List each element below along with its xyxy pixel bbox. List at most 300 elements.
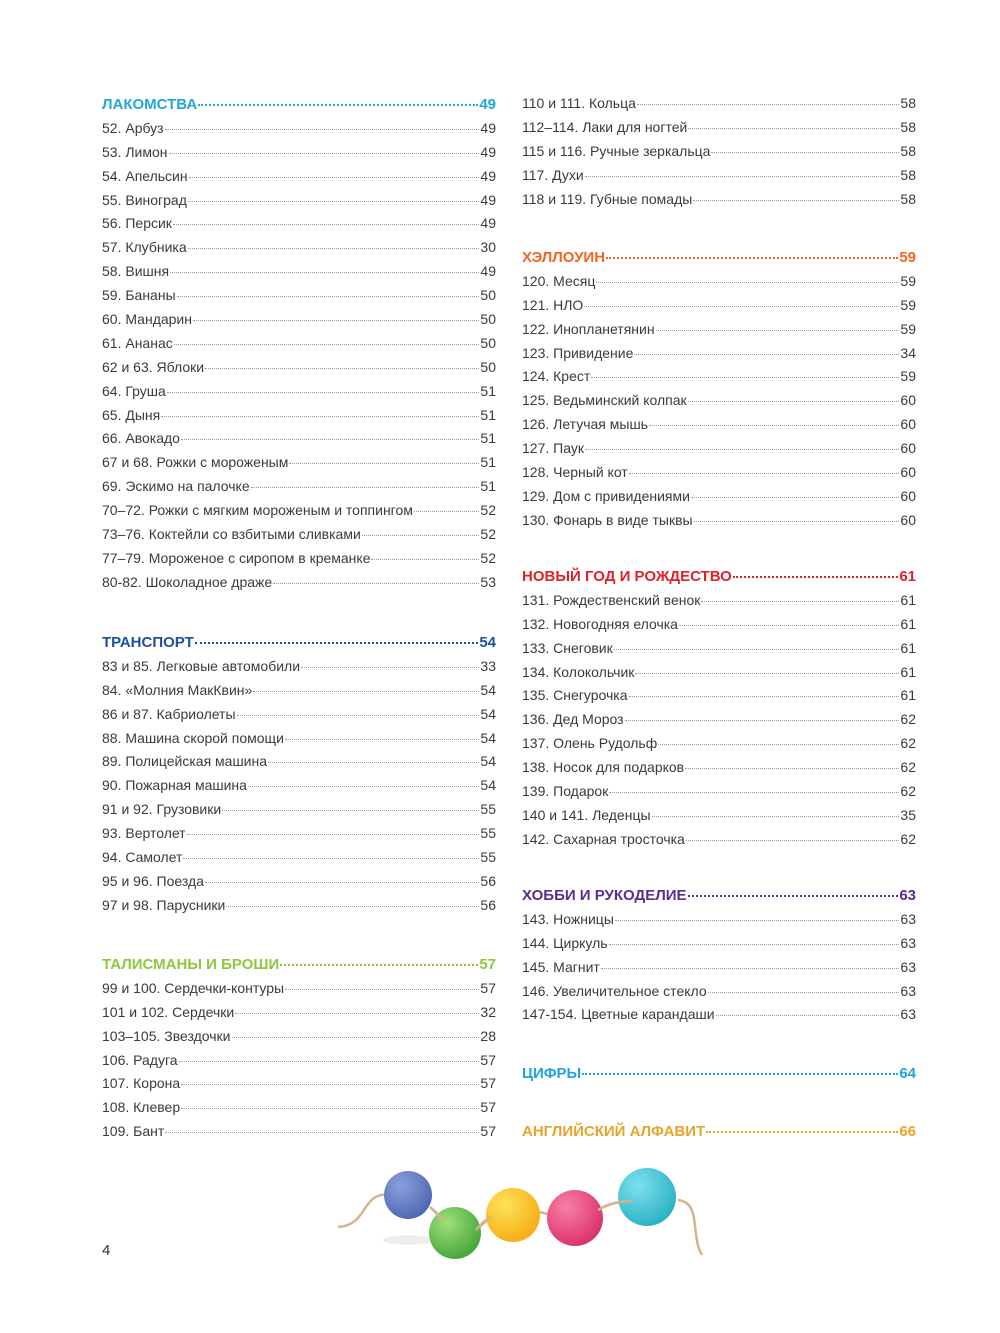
section-newyear [522, 565, 916, 852]
toc-entry [102, 499, 496, 523]
toc-entry-title: 128. Черный кот [522, 464, 628, 481]
toc-entry [102, 189, 496, 213]
section-heading-page: 54 [479, 634, 496, 651]
toc-entry-page: 53 [480, 573, 496, 590]
dot-leader [189, 177, 480, 178]
dot-leader [652, 816, 900, 817]
toc-entry-title: 103–105. Звездочки [102, 1027, 231, 1044]
section-heading [102, 631, 496, 655]
dot-leader [585, 176, 900, 177]
toc-entry-title: 53. Лимон [102, 143, 168, 160]
toc-entry-page: 54 [480, 705, 496, 722]
dot-leader [177, 296, 480, 297]
dot-leader [289, 463, 479, 464]
toc-entry-title: 89. Полицейская машина [102, 753, 268, 770]
toc-entry-page: 32 [480, 1003, 496, 1020]
dot-leader [708, 992, 900, 993]
toc-entry-title: 125. Ведьминский колпак [522, 392, 687, 409]
dot-leader [688, 128, 899, 129]
toc-entry [102, 655, 496, 679]
dot-leader [634, 354, 899, 355]
toc-entry-page: 49 [480, 263, 496, 280]
dot-leader [181, 439, 479, 440]
toc-entry-title: 66. Авокадо [102, 430, 180, 447]
toc-entry-title: 123. Привидение [522, 344, 634, 361]
toc-entry-title: 101 и 102. Сердечки [102, 1003, 235, 1020]
toc-entry-title: 112–114. Лаки для ногтей [522, 118, 688, 135]
section-heading-page: 49 [479, 96, 496, 113]
toc-entry-page: 57 [480, 1075, 496, 1092]
toc-entry-title: 90. Пожарная машина [102, 777, 247, 794]
dot-leader [609, 792, 899, 793]
section-heading-page: 64 [899, 1065, 916, 1082]
toc-entry [522, 509, 916, 533]
toc-entry-title: 120. Месяц [522, 272, 596, 289]
toc-entry-title: 54. Апельсин [102, 167, 188, 184]
toc-entry-page: 61 [900, 639, 916, 656]
toc-entry-title: 91 и 92. Грузовики [102, 801, 222, 818]
dot-leader [658, 744, 899, 745]
section-english [522, 1120, 916, 1144]
toc-entry-page: 63 [900, 982, 916, 999]
toc-entry-page: 55 [480, 825, 496, 842]
toc-entry-page: 60 [900, 511, 916, 528]
toc-entry-page: 55 [480, 849, 496, 866]
section-heading-title: ТРАНСПОРТ [102, 634, 194, 651]
dot-leader [165, 129, 480, 130]
toc-entry-title: 70–72. Рожки с мягким мороженым и топпингом [102, 502, 413, 519]
dot-leader [301, 667, 479, 668]
toc-entry [102, 212, 496, 236]
dot-leader [232, 1037, 480, 1038]
toc-entry [102, 141, 496, 165]
toc-entry-page: 54 [480, 729, 496, 746]
dot-leader [362, 535, 480, 536]
dot-leader [716, 1015, 900, 1016]
toc-entry-title: 130. Фонарь в виде тыквы [522, 511, 693, 528]
toc-entry-title: 131. Рождественский венок [522, 591, 701, 608]
toc-entry-page: 62 [900, 735, 916, 752]
toc-entry [102, 332, 496, 356]
toc-entry-page: 61 [900, 687, 916, 704]
dot-leader [371, 559, 479, 560]
dot-leader [195, 642, 479, 644]
toc-entry-title: 117. Духи [522, 166, 584, 183]
toc-entry [522, 956, 916, 980]
dot-leader [591, 377, 899, 378]
section-heading [522, 1062, 916, 1086]
dot-leader [174, 344, 480, 345]
toc-entry-title: 95 и 96. Поезда [102, 872, 204, 889]
toc-entry [102, 1120, 496, 1144]
toc-entry [102, 356, 496, 380]
dot-leader [614, 649, 900, 650]
toc-entry-page: 51 [480, 454, 496, 471]
toc-entry-page: 59 [900, 320, 916, 337]
dot-leader [629, 696, 900, 697]
dot-leader [198, 104, 478, 106]
dot-leader [679, 625, 899, 626]
toc-entry [522, 804, 916, 828]
section-heading [102, 953, 496, 977]
toc-entry-title: 99 и 100. Сердечки-контуры [102, 979, 285, 996]
toc-entry [102, 571, 496, 595]
toc-entry-title: 55. Виноград [102, 191, 187, 208]
toc-entry-title: 126. Летучая мышь [522, 416, 648, 433]
toc-entry [102, 1072, 496, 1096]
section-heading [522, 565, 916, 589]
toc-entry-page: 63 [900, 1006, 916, 1023]
toc-entry-title: 93. Вертолет [102, 825, 186, 842]
dot-leader [235, 1013, 479, 1014]
toc-entry [102, 236, 496, 260]
toc-entry-title: 64. Груша [102, 382, 166, 399]
toc-entry [102, 1096, 496, 1120]
toc-entry [102, 380, 496, 404]
toc-entry-page: 34 [900, 344, 916, 361]
toc-entry-page: 35 [900, 806, 916, 823]
toc-entry-title: 127. Паук [522, 440, 584, 457]
toc-entry [522, 708, 916, 732]
toc-entry-title: 108. Клевер [102, 1099, 181, 1116]
toc-entry-title: 69. Эскимо на палочке [102, 478, 250, 495]
toc-entry-page: 62 [900, 783, 916, 800]
section-heading-title: ЛАКОМСТВА [102, 96, 198, 113]
dot-leader [582, 1073, 898, 1075]
dot-leader [656, 330, 900, 331]
dot-leader [686, 840, 900, 841]
dot-leader [179, 1061, 480, 1062]
section-heading-title: ХОББИ И РУКОДЕЛИЕ [522, 887, 687, 904]
section-digits [522, 1062, 916, 1086]
toc-entry [102, 894, 496, 918]
toc-entry [102, 977, 496, 1001]
toc-entry-title: 109. Бант [102, 1123, 165, 1140]
section-heading [522, 1120, 916, 1144]
section-heading-title: АНГЛИЙСКИЙ АЛФАВИТ [522, 1123, 706, 1140]
toc-entry [102, 117, 496, 141]
dot-leader [226, 906, 479, 907]
dot-leader [170, 272, 479, 273]
toc-entry [522, 589, 916, 613]
toc-entry [102, 846, 496, 870]
cyan-bead [618, 1168, 676, 1226]
dot-leader [193, 320, 479, 321]
section-heading [102, 93, 496, 117]
toc-entry-title: 136. Дед Мороз [522, 711, 624, 728]
toc-entry [102, 1001, 496, 1025]
toc-entry [102, 727, 496, 751]
dot-leader [181, 1108, 479, 1109]
toc-entry-page: 60 [900, 392, 916, 409]
dot-leader [701, 601, 899, 602]
toc-entry [522, 413, 916, 437]
section-sweets [102, 93, 496, 595]
dot-leader [629, 473, 900, 474]
toc-entry-title: 58. Вишня [102, 263, 170, 280]
toc-entry-page: 63 [900, 958, 916, 975]
toc-entry-page: 58 [900, 142, 916, 159]
toc-entry-page: 50 [480, 287, 496, 304]
toc-entry [522, 756, 916, 780]
toc-entry-title: 140 и 141. Леденцы [522, 806, 651, 823]
toc-entry [102, 308, 496, 332]
toc-entry-title: 106. Радуга [102, 1051, 178, 1068]
toc-entry-title: 121. НЛО [522, 296, 584, 313]
section-heading-title: ТАЛИСМАНЫ И БРОШИ [102, 956, 280, 973]
toc-entry [522, 342, 916, 366]
toc-entry [102, 523, 496, 547]
toc-entry-title: 110 и 111. Кольца [522, 95, 636, 111]
toc-entry [102, 475, 496, 499]
toc-entry-page: 55 [480, 801, 496, 818]
section-heading-page: 66 [899, 1123, 916, 1140]
toc-entry [102, 1049, 496, 1073]
toc-entry [102, 404, 496, 428]
section-heading-page: 59 [899, 249, 916, 266]
dot-leader [251, 487, 480, 488]
toc-entry [522, 116, 916, 140]
toc-entry [522, 908, 916, 932]
toc-entry-page: 57 [480, 1051, 496, 1068]
toc-entry-page: 51 [480, 382, 496, 399]
toc-entry-title: 129. Дом с привидениями [522, 487, 690, 504]
toc-entry-title: 97 и 98. Парусники [102, 896, 226, 913]
toc-entry [102, 451, 496, 475]
toc-entry-page: 51 [480, 478, 496, 495]
dot-leader [188, 248, 480, 249]
section-hobby [522, 884, 916, 1027]
section-heading [522, 884, 916, 908]
dot-leader [691, 497, 899, 498]
dot-leader [183, 858, 479, 859]
dot-leader [733, 576, 898, 578]
dot-leader [685, 768, 899, 769]
section-heading [522, 246, 916, 270]
pink-bead [547, 1190, 603, 1246]
section-heading-page: 57 [479, 956, 496, 973]
toc-entry [522, 188, 916, 212]
dot-leader [161, 416, 479, 417]
section-heading-page: 63 [899, 887, 916, 904]
dot-leader [280, 964, 478, 966]
dot-leader [268, 762, 479, 763]
dot-leader [165, 1132, 479, 1133]
toc-entry-page: 60 [900, 416, 916, 433]
toc-entry-title: 86 и 87. Кабриолеты [102, 705, 236, 722]
toc-entry-title: 145. Магнит [522, 958, 600, 975]
toc-entry [102, 165, 496, 189]
dot-leader [711, 152, 899, 153]
toc-entry-title: 134. Колокольчик [522, 663, 635, 680]
page-number: 4 [102, 1242, 111, 1259]
toc-entry-page: 50 [480, 311, 496, 328]
toc-entry [102, 1025, 496, 1049]
toc-entry [522, 780, 916, 804]
toc-entry-page: 52 [480, 549, 496, 566]
section-talismans-continued [522, 92, 916, 211]
toc-entry-page: 54 [480, 753, 496, 770]
dot-leader [606, 257, 898, 259]
dot-leader [414, 511, 480, 512]
toc-entry-title: 88. Машина скорой помощи [102, 729, 284, 746]
toc-entry-page: 56 [480, 872, 496, 889]
toc-entry-page: 63 [900, 910, 916, 927]
dot-leader [253, 691, 479, 692]
toc-entry-title: 143. Ножницы [522, 910, 614, 927]
section-transport [102, 631, 496, 918]
toc-entry-page: 59 [900, 296, 916, 313]
toc-entry-page: 60 [900, 440, 916, 457]
toc-entry [102, 284, 496, 308]
dot-leader [615, 920, 900, 921]
toc-entry-page: 49 [480, 191, 496, 208]
dot-leader [167, 392, 480, 393]
toc-entry [102, 798, 496, 822]
toc-entry-page: 60 [900, 464, 916, 481]
toc-entry [522, 437, 916, 461]
toc-entry-page: 62 [900, 830, 916, 847]
blue-bead [384, 1171, 432, 1219]
toc-entry [522, 92, 916, 116]
dot-leader [181, 1084, 479, 1085]
toc-entry-page: 59 [900, 272, 916, 289]
toc-entry-title: 73–76. Коктейли со взбитыми сливками [102, 526, 361, 543]
toc-entry-title: 133. Снеговик [522, 639, 613, 656]
toc-entry-page: 28 [480, 1027, 496, 1044]
toc-entry [522, 932, 916, 956]
toc-entry-title: 144. Циркуль [522, 934, 608, 951]
toc-entry-page: 58 [900, 95, 916, 111]
dot-leader [706, 1131, 898, 1133]
dot-leader [205, 368, 479, 369]
toc-entry-title: 60. Мандарин [102, 311, 192, 328]
toc-entry [522, 661, 916, 685]
dot-leader [273, 583, 479, 584]
toc-entry-title: 135. Снегурочка [522, 687, 628, 704]
toc-entry-title: 139. Подарок [522, 783, 609, 800]
toc-entry-title: 83 и 85. Легковые автомобили [102, 657, 301, 674]
toc-entry [102, 260, 496, 284]
toc-entry [102, 750, 496, 774]
dot-leader [285, 989, 479, 990]
toc-entry-title: 59. Бананы [102, 287, 176, 304]
dot-leader [625, 720, 900, 721]
toc-entry-title: 124. Крест [522, 368, 591, 385]
toc-entry-title: 132. Новогодняя елочка [522, 615, 678, 632]
section-heading-title: ХЭЛЛОУИН [522, 249, 606, 266]
toc-entry-page: 50 [480, 334, 496, 351]
toc-entry [522, 461, 916, 485]
toc-entry-title: 137. Олень Рудольф [522, 735, 658, 752]
toc-entry-title: 57. Клубника [102, 239, 187, 256]
dot-leader [237, 715, 480, 716]
dot-leader [285, 739, 480, 740]
toc-entry [522, 270, 916, 294]
section-halloween [522, 246, 916, 533]
toc-entry-title: 77–79. Мороженое с сиропом в креманке [102, 549, 371, 566]
section-talismans [102, 953, 496, 1144]
toc-entry-page: 61 [900, 591, 916, 608]
beads-illustration [330, 1155, 720, 1265]
toc-entry [102, 870, 496, 894]
dot-leader [693, 200, 899, 201]
toc-entry [522, 613, 916, 637]
toc-entry-title: 62 и 63. Яблоки [102, 358, 205, 375]
toc-entry [522, 365, 916, 389]
toc-entry-title: 122. Инопланетянин [522, 320, 655, 337]
toc-entry [522, 980, 916, 1004]
yellow-bead [486, 1188, 540, 1242]
toc-entry-page: 33 [480, 657, 496, 674]
toc-entry-title: 142. Сахарная тросточка [522, 830, 685, 847]
toc-entry [102, 774, 496, 798]
toc-entry-title: 146. Увеличительное стекло [522, 982, 707, 999]
toc-entry-page: 61 [900, 615, 916, 632]
toc-entry-page: 49 [480, 143, 496, 160]
toc-entry-page: 59 [900, 368, 916, 385]
dot-leader [596, 282, 899, 283]
toc-entry [522, 684, 916, 708]
toc-entry-page: 56 [480, 896, 496, 913]
toc-entry-page: 58 [900, 166, 916, 183]
toc-entry-title: 107. Корона [102, 1075, 181, 1092]
dot-leader [187, 834, 480, 835]
toc-entry-page: 49 [480, 167, 496, 184]
toc-entry-title: 67 и 68. Рожки с мороженым [102, 454, 289, 471]
toc-entry [522, 828, 916, 852]
toc-entry-page: 51 [480, 430, 496, 447]
dot-leader [188, 201, 480, 202]
toc-entry-page: 61 [900, 663, 916, 680]
toc-entry-page: 62 [900, 711, 916, 728]
toc-entry [522, 1003, 916, 1027]
toc-entry-page: 57 [480, 1099, 496, 1116]
toc-entry [522, 140, 916, 164]
dot-leader [688, 401, 900, 402]
dot-leader [601, 968, 900, 969]
toc-entry-title: 52. Арбуз [102, 119, 164, 136]
toc-entry-page: 54 [480, 681, 496, 698]
toc-entry-page: 54 [480, 777, 496, 794]
toc-entry-title: 56. Персик [102, 215, 172, 232]
dot-leader [688, 895, 899, 897]
toc-entry [522, 485, 916, 509]
toc-entry-page: 51 [480, 406, 496, 423]
toc-entry-page: 58 [900, 190, 916, 207]
dot-leader [609, 944, 900, 945]
dot-leader [169, 153, 480, 154]
toc-entry [522, 389, 916, 413]
toc-entry-page: 58 [900, 118, 916, 135]
toc-entry [102, 547, 496, 571]
toc-entry-title: 84. «Молния МакКвин» [102, 681, 253, 698]
toc-entry-title: 80-82. Шоколадное драже [102, 573, 273, 590]
toc-entry [522, 294, 916, 318]
toc-entry-page: 57 [480, 1123, 496, 1140]
dot-leader [637, 104, 900, 105]
toc-entry [522, 164, 916, 188]
toc-entry-page: 62 [900, 759, 916, 776]
section-heading-title: ЦИФРЫ [522, 1065, 582, 1082]
toc-entry-page: 63 [900, 934, 916, 951]
dot-leader [222, 810, 479, 811]
toc-entry-title: 138. Носок для подарков [522, 759, 685, 776]
toc-entry-page: 50 [480, 358, 496, 375]
toc-entry-page: 49 [480, 215, 496, 232]
toc-entry-title: 118 и 119. Губные помады [522, 190, 693, 207]
dot-leader [585, 449, 899, 450]
